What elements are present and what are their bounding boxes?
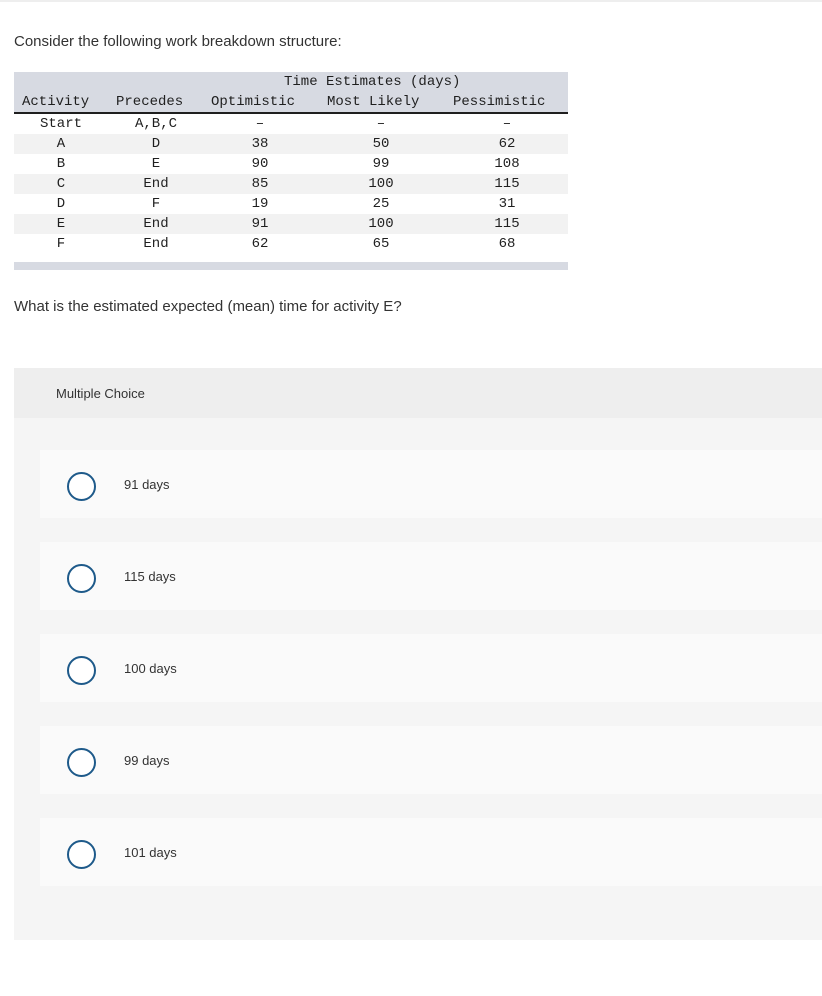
answer-option[interactable] — [40, 818, 822, 886]
pessimistic-header: Pessimistic — [453, 94, 546, 110]
most-likely-cell: 99 — [372, 156, 390, 172]
precedes-cell: End — [143, 216, 169, 232]
optimistic-cell: 85 — [251, 176, 269, 192]
answer-option-label: 115 days — [124, 569, 176, 584]
activity-cell: F — [56, 236, 66, 252]
question-stem: What is the estimated expected (mean) time for activity E? — [14, 298, 402, 315]
table-row — [14, 214, 568, 234]
activity-cell: E — [56, 216, 66, 232]
multiple-choice-panel — [14, 368, 822, 940]
table-row — [14, 194, 568, 214]
answer-option[interactable] — [40, 450, 822, 518]
most-likely-cell: 100 — [368, 176, 394, 192]
optimistic-header: Optimistic — [211, 94, 296, 110]
radio-button[interactable] — [67, 656, 96, 685]
question-intro: Consider the following work breakdown structure: — [14, 33, 342, 50]
optimistic-cell: 62 — [251, 236, 269, 252]
most-likely-header: Most Likely — [327, 94, 420, 110]
precedes-cell: End — [143, 236, 169, 252]
optimistic-cell: – — [255, 116, 265, 132]
pessimistic-cell: 115 — [494, 216, 520, 232]
activity-header: Activity — [22, 94, 90, 110]
activity-cell: D — [56, 196, 66, 212]
table-row — [14, 174, 568, 194]
answer-option[interactable] — [40, 542, 822, 610]
answer-option[interactable] — [40, 634, 822, 702]
multiple-choice-header — [14, 368, 822, 418]
most-likely-cell: 65 — [372, 236, 390, 252]
multiple-choice-label: Multiple Choice — [56, 386, 145, 401]
table-row — [14, 114, 568, 134]
precedes-header: Precedes — [116, 94, 184, 110]
wbs-table — [14, 72, 568, 270]
table-row — [14, 154, 568, 174]
radio-button[interactable] — [67, 840, 96, 869]
pessimistic-cell: – — [502, 116, 512, 132]
optimistic-cell: 91 — [251, 216, 269, 232]
pessimistic-cell: 115 — [494, 176, 520, 192]
most-likely-cell: 25 — [372, 196, 390, 212]
most-likely-cell: – — [376, 116, 386, 132]
answer-option-label: 99 days — [124, 753, 170, 768]
answer-option-label: 101 days — [124, 845, 177, 860]
precedes-cell: A,B,C — [134, 116, 177, 132]
table-row — [14, 234, 568, 254]
pessimistic-cell: 68 — [498, 236, 516, 252]
most-likely-cell: 100 — [368, 216, 394, 232]
pessimistic-cell: 31 — [498, 196, 516, 212]
optimistic-cell: 19 — [251, 196, 269, 212]
precedes-cell: F — [151, 196, 161, 212]
optimistic-cell: 90 — [251, 156, 269, 172]
activity-cell: C — [56, 176, 66, 192]
top-divider — [0, 0, 822, 2]
optimistic-cell: 38 — [251, 136, 269, 152]
precedes-cell: End — [143, 176, 169, 192]
most-likely-cell: 50 — [372, 136, 390, 152]
table-row — [14, 134, 568, 154]
radio-button[interactable] — [67, 748, 96, 777]
activity-cell: Start — [39, 116, 82, 132]
time-estimates-header: Time Estimates (days) — [284, 74, 461, 90]
pessimistic-cell: 108 — [494, 156, 520, 172]
precedes-cell: D — [151, 136, 161, 152]
precedes-cell: E — [151, 156, 161, 172]
pessimistic-cell: 62 — [498, 136, 516, 152]
answer-option[interactable] — [40, 726, 822, 794]
activity-cell: A — [56, 136, 66, 152]
table-footer-band — [14, 262, 568, 270]
radio-button[interactable] — [67, 472, 96, 501]
answer-option-label: 91 days — [124, 477, 170, 492]
radio-button[interactable] — [67, 564, 96, 593]
activity-cell: B — [56, 156, 66, 172]
answer-option-label: 100 days — [124, 661, 177, 676]
